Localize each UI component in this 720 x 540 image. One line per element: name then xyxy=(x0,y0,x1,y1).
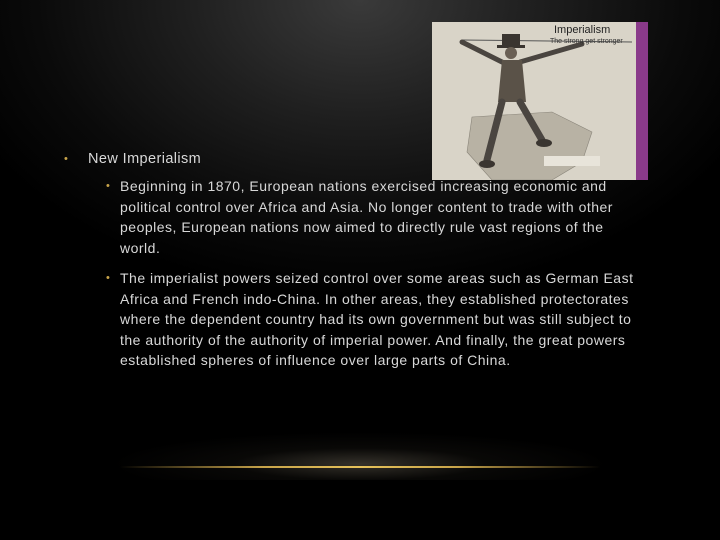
bullet-main-text: New Imperialism xyxy=(88,151,202,167)
bullet-dot-icon: • xyxy=(106,272,111,284)
bullet-sub-text-1: Beginning in 1870, European nations exercised increasing economic and political control over Africa and Asia. No longer content to trade with other peoples, European nations now aimed to directly rule vast regions of the world. xyxy=(120,178,613,256)
bullet-level2-second xyxy=(106,268,640,371)
floor-glow xyxy=(110,400,610,480)
cartoon-title: Imperialism xyxy=(554,24,611,36)
bullet-dot-icon: • xyxy=(106,180,111,192)
bullet-sub-text-2: The imperialist powers seized control over some areas such as German East Africa and French indo-China. In other areas, they established protectorates where the dependent country had its own government but was still subject to the authority of the authority of imperial power. And finally, the great powers established spheres of influence over large parts of China. xyxy=(120,270,634,368)
bullet-level2-first xyxy=(106,176,640,258)
bullet-level1 xyxy=(62,150,642,168)
slide-content xyxy=(62,150,642,371)
cartoon-subtitle: The strong get stronger xyxy=(550,38,623,45)
bullet-dot-icon: • xyxy=(64,153,69,165)
floor-accent-line xyxy=(120,466,600,468)
